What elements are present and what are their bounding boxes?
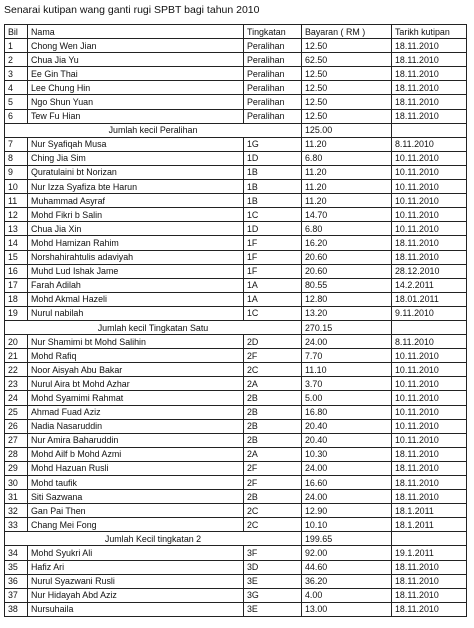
tarikh-cell: 10.11.2010: [392, 222, 467, 236]
bayaran-cell: 20.60: [302, 264, 392, 278]
table-row: [5, 405, 467, 419]
bil-cell: 28: [5, 447, 28, 461]
table-row: [5, 278, 467, 292]
tarikh-cell: 10.11.2010: [392, 151, 467, 165]
bil-cell: 7: [5, 137, 28, 151]
tingkatan-cell: 3G: [244, 588, 302, 602]
nama-cell: Ahmad Fuad Aziz: [28, 405, 244, 419]
table-row: [5, 208, 467, 222]
tarikh-cell: 10.11.2010: [392, 377, 467, 391]
subtotal-value: 199.65: [302, 532, 392, 546]
tarikh-cell: 10.11.2010: [392, 405, 467, 419]
table-row: [5, 574, 467, 588]
table-row: [5, 53, 467, 67]
bayaran-cell: 80.55: [302, 278, 392, 292]
tarikh-cell: 18.01.2011: [392, 292, 467, 306]
header-nama: Nama: [28, 25, 244, 39]
tingkatan-cell: 1C: [244, 306, 302, 320]
nama-cell: Nur Amira Baharuddin: [28, 433, 244, 447]
bayaran-cell: 6.80: [302, 151, 392, 165]
tarikh-cell: 10.11.2010: [392, 433, 467, 447]
nama-cell: Nur Shamimi bt Mohd Salihin: [28, 335, 244, 349]
tingkatan-cell: Peralihan: [244, 81, 302, 95]
nama-cell: Chang Mei Fong: [28, 518, 244, 532]
tarikh-cell: 10.11.2010: [392, 165, 467, 179]
bayaran-cell: 12.90: [302, 504, 392, 518]
table-row: [5, 95, 467, 109]
bil-cell: 22: [5, 363, 28, 377]
header-bil: Bil: [5, 25, 28, 39]
tarikh-cell: 18.11.2010: [392, 461, 467, 475]
bil-cell: 34: [5, 546, 28, 560]
tarikh-cell: 18.11.2010: [392, 560, 467, 574]
nama-cell: Mohd Syamimi Rahmat: [28, 391, 244, 405]
tingkatan-cell: 2B: [244, 433, 302, 447]
nama-cell: Mohd taufik: [28, 476, 244, 490]
bayaran-cell: 92.00: [302, 546, 392, 560]
nama-cell: Ee Gin Thai: [28, 67, 244, 81]
nama-cell: Nur Izza Syafiza bte Harun: [28, 180, 244, 194]
table-row: [5, 490, 467, 504]
table-row: [5, 222, 467, 236]
bil-cell: 11: [5, 194, 28, 208]
bil-cell: 20: [5, 335, 28, 349]
tingkatan-cell: 1D: [244, 222, 302, 236]
table-row: [5, 250, 467, 264]
bayaran-cell: 44.60: [302, 560, 392, 574]
bayaran-cell: 24.00: [302, 490, 392, 504]
bayaran-cell: 12.50: [302, 95, 392, 109]
subtotal-row: [5, 320, 467, 334]
bil-cell: 12: [5, 208, 28, 222]
table-row: [5, 461, 467, 475]
bayaran-cell: 24.00: [302, 335, 392, 349]
tingkatan-cell: 3D: [244, 560, 302, 574]
bayaran-cell: 11.10: [302, 363, 392, 377]
bil-cell: 3: [5, 67, 28, 81]
table-row: [5, 588, 467, 602]
bayaran-cell: 14.70: [302, 208, 392, 222]
bil-cell: 32: [5, 504, 28, 518]
table-row: [5, 194, 467, 208]
tingkatan-cell: 2F: [244, 461, 302, 475]
tingkatan-cell: Peralihan: [244, 67, 302, 81]
tingkatan-cell: 2B: [244, 405, 302, 419]
nama-cell: Quratulaini bt Norizan: [28, 165, 244, 179]
nama-cell: Nur Syafiqah Musa: [28, 137, 244, 151]
nama-cell: Mohd Hamizan Rahim: [28, 236, 244, 250]
subtotal-empty-cell: [392, 532, 467, 546]
subtotal-empty-cell: [392, 320, 467, 334]
bayaran-cell: 24.00: [302, 461, 392, 475]
nama-cell: Chong Wen Jian: [28, 39, 244, 53]
bil-cell: 1: [5, 39, 28, 53]
tingkatan-cell: 2B: [244, 490, 302, 504]
nama-cell: Nurul Syazwani Rusli: [28, 574, 244, 588]
nama-cell: Hafiz Ari: [28, 560, 244, 574]
nama-cell: Lee Chung Hin: [28, 81, 244, 95]
table-row: [5, 377, 467, 391]
subtotal-empty-cell: [392, 123, 467, 137]
tingkatan-cell: 1B: [244, 180, 302, 194]
bayaran-cell: 12.50: [302, 109, 392, 123]
subtotal-row: [5, 532, 467, 546]
tingkatan-cell: 1D: [244, 151, 302, 165]
bil-cell: 6: [5, 109, 28, 123]
table-row: [5, 546, 467, 560]
bayaran-cell: 11.20: [302, 137, 392, 151]
subtotal-label: Jumlah kecil Peralihan: [5, 123, 302, 137]
tingkatan-cell: 2A: [244, 377, 302, 391]
bil-cell: 4: [5, 81, 28, 95]
subtotal-value: 270.15: [302, 320, 392, 334]
table-row: [5, 335, 467, 349]
tingkatan-cell: 1G: [244, 137, 302, 151]
bil-cell: 15: [5, 250, 28, 264]
tingkatan-cell: 1F: [244, 250, 302, 264]
header-bayaran: Bayaran ( RM ): [302, 25, 392, 39]
nama-cell: Ching Jia Sim: [28, 151, 244, 165]
tarikh-cell: 10.11.2010: [392, 194, 467, 208]
tarikh-cell: 18.11.2010: [392, 67, 467, 81]
bil-cell: 36: [5, 574, 28, 588]
bayaran-cell: 13.00: [302, 602, 392, 616]
bil-cell: 17: [5, 278, 28, 292]
bayaran-cell: 11.20: [302, 194, 392, 208]
tarikh-cell: 8.11.2010: [392, 335, 467, 349]
table-row: [5, 236, 467, 250]
tingkatan-cell: 2C: [244, 504, 302, 518]
tingkatan-cell: 2B: [244, 419, 302, 433]
bil-cell: 9: [5, 165, 28, 179]
tarikh-cell: 18.11.2010: [392, 588, 467, 602]
subtotal-label: Jumlah Kecil tingkatan 2: [5, 532, 302, 546]
table-row: [5, 109, 467, 123]
tarikh-cell: 9.11.2010: [392, 306, 467, 320]
bayaran-cell: 12.80: [302, 292, 392, 306]
nama-cell: Norshahirahtulis adaviyah: [28, 250, 244, 264]
bayaran-cell: 62.50: [302, 53, 392, 67]
tingkatan-cell: 3F: [244, 546, 302, 560]
tarikh-cell: 10.11.2010: [392, 180, 467, 194]
nama-cell: Mohd Rafiq: [28, 349, 244, 363]
table-body: [5, 39, 467, 617]
nama-cell: Ngo Shun Yuan: [28, 95, 244, 109]
table-row: [5, 363, 467, 377]
bayaran-cell: 3.70: [302, 377, 392, 391]
bil-cell: 31: [5, 490, 28, 504]
table-row: [5, 504, 467, 518]
bayaran-cell: 11.20: [302, 165, 392, 179]
bil-cell: 27: [5, 433, 28, 447]
table-row: [5, 419, 467, 433]
bayaran-cell: 36.20: [302, 574, 392, 588]
tarikh-cell: 18.11.2010: [392, 250, 467, 264]
bil-cell: 14: [5, 236, 28, 250]
tarikh-cell: 18.11.2010: [392, 236, 467, 250]
table-header: [5, 25, 467, 39]
nama-cell: Mohd Syukri Ali: [28, 546, 244, 560]
tarikh-cell: 18.11.2010: [392, 95, 467, 109]
bayaran-cell: 16.60: [302, 476, 392, 490]
table-row: [5, 602, 467, 616]
header-tingkatan: Tingkatan: [244, 25, 302, 39]
nama-cell: Nursuhaila: [28, 602, 244, 616]
bayaran-cell: 12.50: [302, 67, 392, 81]
bayaran-cell: 20.40: [302, 419, 392, 433]
nama-cell: Nurul nabilah: [28, 306, 244, 320]
subtotal-value: 125.00: [302, 123, 392, 137]
nama-cell: Muhd Lud Ishak Jame: [28, 264, 244, 278]
tarikh-cell: 10.11.2010: [392, 391, 467, 405]
table-row: [5, 476, 467, 490]
bil-cell: 16: [5, 264, 28, 278]
nama-cell: Nurul Aira bt Mohd Azhar: [28, 377, 244, 391]
table-row: [5, 137, 467, 151]
bil-cell: 26: [5, 419, 28, 433]
tarikh-cell: 10.11.2010: [392, 349, 467, 363]
bil-cell: 18: [5, 292, 28, 306]
bayaran-cell: 16.20: [302, 236, 392, 250]
tingkatan-cell: Peralihan: [244, 109, 302, 123]
bil-cell: 19: [5, 306, 28, 320]
nama-cell: Chua Jia Yu: [28, 53, 244, 67]
tingkatan-cell: 3E: [244, 602, 302, 616]
table-row: [5, 518, 467, 532]
table-row: [5, 180, 467, 194]
tingkatan-cell: Peralihan: [244, 53, 302, 67]
collection-table: [4, 24, 467, 617]
tarikh-cell: 10.11.2010: [392, 363, 467, 377]
header-tarikh: Tarikh kutipan: [392, 25, 467, 39]
bil-cell: 5: [5, 95, 28, 109]
document-title: Senarai kutipan wang ganti rugi SPBT bagi tahun 2010: [4, 4, 260, 16]
nama-cell: Mohd Ailf b Mohd Azmi: [28, 447, 244, 461]
bayaran-cell: 10.10: [302, 518, 392, 532]
nama-cell: Mohd Akmal Hazeli: [28, 292, 244, 306]
tingkatan-cell: 2C: [244, 363, 302, 377]
table-row: [5, 349, 467, 363]
bil-cell: 13: [5, 222, 28, 236]
nama-cell: Nadia Nasaruddin: [28, 419, 244, 433]
table-row: [5, 447, 467, 461]
nama-cell: Mohd Hazuan Rusli: [28, 461, 244, 475]
table-row: [5, 81, 467, 95]
bayaran-cell: 13.20: [302, 306, 392, 320]
tingkatan-cell: 1F: [244, 236, 302, 250]
tarikh-cell: 18.11.2010: [392, 574, 467, 588]
table-row: [5, 433, 467, 447]
table-row: [5, 264, 467, 278]
subtotal-label: Jumlah kecil Tingkatan Satu: [5, 320, 302, 334]
tarikh-cell: 14.2.2011: [392, 278, 467, 292]
bil-cell: 2: [5, 53, 28, 67]
bayaran-cell: 12.50: [302, 39, 392, 53]
table-row: [5, 292, 467, 306]
table-row: [5, 165, 467, 179]
tarikh-cell: 10.11.2010: [392, 419, 467, 433]
bayaran-cell: 16.80: [302, 405, 392, 419]
bil-cell: 21: [5, 349, 28, 363]
tingkatan-cell: 1B: [244, 165, 302, 179]
tarikh-cell: 18.11.2010: [392, 109, 467, 123]
bil-cell: 24: [5, 391, 28, 405]
tarikh-cell: 18.11.2010: [392, 447, 467, 461]
tingkatan-cell: 2D: [244, 335, 302, 349]
bil-cell: 30: [5, 476, 28, 490]
nama-cell: Nur Hidayah Abd Aziz: [28, 588, 244, 602]
bayaran-cell: 20.40: [302, 433, 392, 447]
table-row: [5, 39, 467, 53]
bil-cell: 37: [5, 588, 28, 602]
header-row: [5, 25, 467, 39]
bayaran-cell: 12.50: [302, 81, 392, 95]
tarikh-cell: 8.11.2010: [392, 137, 467, 151]
tingkatan-cell: 2F: [244, 476, 302, 490]
subtotal-row: [5, 123, 467, 137]
nama-cell: Muhammad Asyraf: [28, 194, 244, 208]
bayaran-cell: 10.30: [302, 447, 392, 461]
tingkatan-cell: Peralihan: [244, 39, 302, 53]
tingkatan-cell: 1A: [244, 292, 302, 306]
bayaran-cell: 5.00: [302, 391, 392, 405]
tarikh-cell: 18.11.2010: [392, 476, 467, 490]
tingkatan-cell: 3E: [244, 574, 302, 588]
bil-cell: 29: [5, 461, 28, 475]
tarikh-cell: 18.11.2010: [392, 81, 467, 95]
tarikh-cell: 18.1.2011: [392, 518, 467, 532]
tarikh-cell: 19.1.2011: [392, 546, 467, 560]
tingkatan-cell: 2A: [244, 447, 302, 461]
bayaran-cell: 11.20: [302, 180, 392, 194]
tingkatan-cell: 2F: [244, 349, 302, 363]
tingkatan-cell: 1A: [244, 278, 302, 292]
tarikh-cell: 18.11.2010: [392, 602, 467, 616]
bayaran-cell: 7.70: [302, 349, 392, 363]
table-row: [5, 306, 467, 320]
bayaran-cell: 6.80: [302, 222, 392, 236]
bil-cell: 10: [5, 180, 28, 194]
bil-cell: 33: [5, 518, 28, 532]
nama-cell: Siti Sazwana: [28, 490, 244, 504]
bil-cell: 35: [5, 560, 28, 574]
bil-cell: 23: [5, 377, 28, 391]
nama-cell: Noor Aisyah Abu Bakar: [28, 363, 244, 377]
table-row: [5, 151, 467, 165]
tarikh-cell: 28.12.2010: [392, 264, 467, 278]
bayaran-cell: 20.60: [302, 250, 392, 264]
tingkatan-cell: 1B: [244, 194, 302, 208]
tingkatan-cell: 1C: [244, 208, 302, 222]
nama-cell: Gan Pai Then: [28, 504, 244, 518]
tarikh-cell: 18.11.2010: [392, 53, 467, 67]
tingkatan-cell: 1F: [244, 264, 302, 278]
tarikh-cell: 18.11.2010: [392, 490, 467, 504]
tarikh-cell: 18.1.2011: [392, 504, 467, 518]
tingkatan-cell: 2C: [244, 518, 302, 532]
table-row: [5, 391, 467, 405]
bil-cell: 38: [5, 602, 28, 616]
nama-cell: Chua Jia Xin: [28, 222, 244, 236]
tarikh-cell: 10.11.2010: [392, 208, 467, 222]
tingkatan-cell: 2B: [244, 391, 302, 405]
bayaran-cell: 4.00: [302, 588, 392, 602]
nama-cell: Mohd Fikri b Salin: [28, 208, 244, 222]
nama-cell: Farah Adilah: [28, 278, 244, 292]
tarikh-cell: 18.11.2010: [392, 39, 467, 53]
tingkatan-cell: Peralihan: [244, 95, 302, 109]
table-row: [5, 560, 467, 574]
table-row: [5, 67, 467, 81]
nama-cell: Tew Fu Hian: [28, 109, 244, 123]
bil-cell: 8: [5, 151, 28, 165]
bil-cell: 25: [5, 405, 28, 419]
